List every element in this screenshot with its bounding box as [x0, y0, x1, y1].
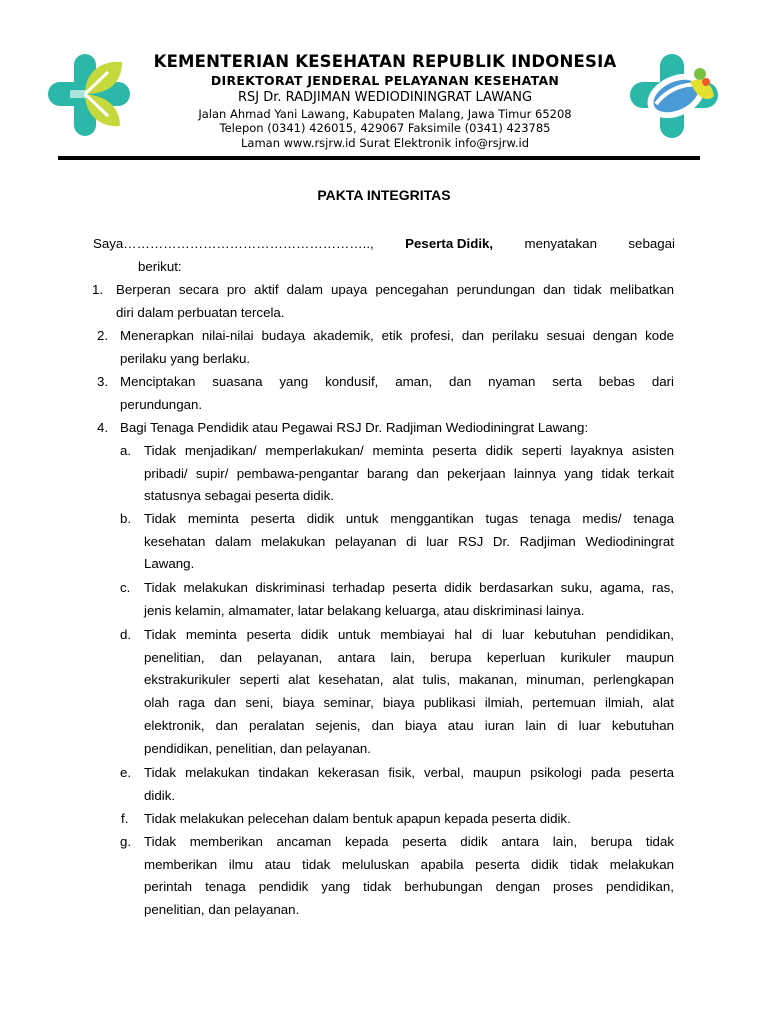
sub-item-line: Tidak meminta peserta didik untuk menggantikan tugas tenaga medis/ tenaga — [144, 511, 674, 526]
sub-item-line: kesehatan dalam melakukan pelayanan di luar RSJ Dr. Radjiman Wediodiningrat — [144, 533, 674, 549]
sub-item-line: perintah tenaga pendidik yang tidak berhubungan dengan proses pendidikan, — [144, 879, 674, 895]
list-item-text — [120, 325, 674, 370]
hospital-web: Laman www.rsjrw.id Surat Elektronik info@rsjrw.id — [240, 136, 530, 150]
intro-saya: Saya……………………………………………….., — [93, 236, 374, 251]
sub-item-text — [144, 762, 674, 807]
sub-item-line: statusnya sebagai peserta didik. — [144, 488, 334, 504]
letterhead — [0, 0, 768, 165]
sub-item-line: penelitian, dan pelayanan, antara lain, berupa keperluan kurikuler maupun — [144, 649, 674, 665]
sub-item-text — [144, 577, 674, 622]
sub-item-line: Lawang. — [144, 556, 195, 572]
sub-item-text — [144, 440, 674, 508]
hospital-phone: Telepon (0341) 426015, 429067 Faksimile (0341) 423785 — [219, 121, 551, 135]
ministry-name: KEMENTERIAN KESEHATAN REPUBLIK INDONESIA — [153, 52, 617, 71]
list-item-line: perilaku yang berlaku. — [120, 350, 251, 366]
intro-statement — [93, 233, 675, 256]
intro-tail: sebagai — [628, 236, 675, 251]
list-item-number: 4. — [97, 420, 109, 435]
sub-item-line: pribadi/ supir/ pembawa-pengantar barang dan pekerjaan lainnya yang tidak terkait — [144, 465, 674, 481]
sub-item-number: a. — [120, 443, 132, 458]
list-item-text — [120, 371, 674, 416]
sub-item-number: d. — [120, 627, 132, 642]
sub-item-line: Tidak memberikan ancaman kepada peserta didik antara lain, berupa tidak — [144, 834, 674, 849]
sub-item-line: ekstrakurikuler seperti alat kesehatan, alat tulis, makanan, minuman, perlengkapan — [144, 672, 674, 688]
list-item-line: Berperan secara pro aktif dalam upaya pencegahan perundungan dan tidak melibatkan — [116, 282, 674, 297]
list-item-number: 1. — [92, 282, 104, 297]
sub-item-number: g. — [120, 834, 132, 849]
intro-continuation: berikut: — [138, 259, 182, 274]
sub-item-line: pendidikan, penelitian, dan pelayanan. — [144, 740, 371, 756]
sub-item-line: jenis kelamin, almamater, latar belakang keluarga, atau diskriminasi lainya. — [144, 602, 585, 618]
sub-item-line: penelitian, dan pelayanan. — [144, 902, 300, 918]
list-item-text — [116, 279, 674, 324]
intro-statement-word: menyatakan — [524, 236, 597, 251]
hospital-logo — [628, 52, 720, 140]
list-item-line: Bagi Tenaga Pendidik atau Pegawai RSJ Dr. Radjiman Wediodiningrat Lawang: — [120, 420, 589, 435]
sub-item-number: f. — [121, 811, 129, 826]
list-item-number: 2. — [97, 328, 109, 343]
sub-item-line: didik. — [144, 787, 176, 803]
directorate-name: DIREKTORAT JENDERAL PELAYANAN KESEHATAN — [210, 73, 560, 88]
list-item-number: 3. — [97, 374, 109, 389]
sub-item-line: olah raga dan seni, biaya seminar, biaya publikasi ilmiah, pertemuan ilmiah, alat — [144, 695, 674, 711]
sub-item-line: Tidak menjadikan/ memperlakukan/ meminta peserta didik seperti layaknya asisten — [144, 443, 674, 458]
sub-item-number: c. — [120, 580, 131, 595]
letterhead-divider — [58, 156, 700, 160]
hospital-name: RSJ Dr. RADJIMAN WEDIODININGRAT LAWANG — [237, 90, 533, 105]
sub-item-line: memberikan ilmu atau tidak meluluskan apabila peserta didik tidak melakukan — [144, 856, 674, 872]
sub-item-text — [144, 831, 674, 922]
list-item-line: Menerapkan nilai-nilai budaya akademik, etik profesi, dan perilaku sesuai dengan kode — [120, 328, 674, 343]
hospital-address: Jalan Ahmad Yani Lawang, Kabupaten Malang, Jawa Timur 65208 — [198, 107, 572, 121]
intro-role: Peserta Didik, — [405, 236, 494, 251]
sub-item-text — [144, 624, 674, 760]
list-item-line: diri dalam perbuatan tercela. — [116, 304, 285, 320]
sub-item-text — [144, 508, 674, 576]
kemenkes-logo — [44, 50, 136, 140]
sub-item-line: Tidak melakukan pelecehan dalam bentuk apapun kepada peserta didik. — [144, 811, 571, 826]
sub-item-line: Tidak melakukan diskriminasi terhadap peserta didik berdasarkan suku, agama, ras, — [144, 580, 674, 595]
list-item-line: Menciptakan suasana yang kondusif, aman, dan nyaman serta bebas dari — [120, 374, 674, 389]
sub-item-line: Tidak meminta peserta didik untuk membiayai hal di luar kebutuhan pendidikan, — [144, 627, 674, 642]
list-item-text — [120, 417, 674, 440]
list-item-line: perundungan. — [120, 396, 203, 412]
sub-item-line: elektronik, dan peralatan sejenis, dan biaya atau iuran lain di luar kebutuhan — [144, 717, 674, 733]
sub-item-line: Tidak melakukan tindakan kekerasan fisik, verbal, maupun psikologi pada peserta — [144, 765, 674, 780]
document-title: PAKTA INTEGRITAS — [317, 187, 451, 203]
sub-item-number: b. — [120, 511, 132, 526]
sub-item-number: e. — [120, 765, 132, 780]
sub-item-text — [144, 808, 674, 831]
